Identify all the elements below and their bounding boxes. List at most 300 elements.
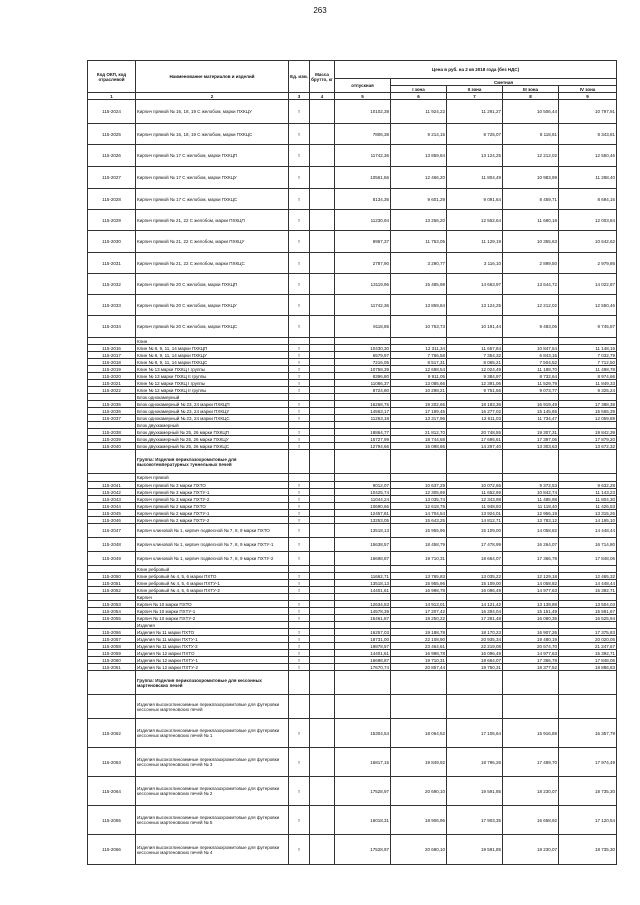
row-price-zone-2: 17 903,35: [447, 806, 503, 835]
row-name: Кирпич клиновой № 1, кирпич подвесной № 7, 8, 9 марки ПХТУ-1: [136, 538, 289, 552]
row-price-release: 9012,07: [335, 482, 391, 489]
row-price-zone-2: 17 696,61: [447, 436, 503, 443]
row-code: 115-2033: [88, 295, 136, 316]
row-mass: [310, 552, 335, 566]
row-code: 115-2065: [88, 806, 136, 835]
row-price-zone-2: 18 170,23: [447, 629, 503, 636]
header-name: Наименование материалов и изделий: [136, 61, 289, 93]
row-code: 115-2042: [88, 489, 136, 496]
row-mass: [310, 145, 335, 167]
row-code: [88, 338, 136, 345]
row-price-zone-4: 17 879,20: [559, 436, 617, 443]
table-row: [88, 608, 617, 615]
row-mass: [310, 429, 335, 436]
row-code: 115-2053: [88, 601, 136, 608]
row-price-zone-2: 12 391,06: [447, 380, 503, 387]
row-price-release: 8396,80: [335, 373, 391, 380]
row-mass: [310, 274, 335, 295]
row-unit: т: [289, 806, 310, 835]
row-price-release: 15461,87: [335, 615, 391, 622]
subgroup-title: Блок однокамерный: [136, 394, 289, 401]
table-row: [88, 359, 617, 366]
table-row: [88, 719, 617, 748]
row-price-zone-1: 15 643,25: [391, 517, 447, 524]
row-price-zone-1: 15 485,98: [391, 274, 447, 295]
row-price-zone-2: 18 664,07: [447, 552, 503, 566]
row-empty-cell: [559, 450, 617, 474]
row-price-zone-1: 23 464,61: [391, 643, 447, 650]
row-empty-cell: [335, 394, 391, 401]
col-index: 1: [88, 93, 136, 100]
row-price-release: 14401,61: [335, 650, 391, 657]
row-name: Кирпич прямой № 20 С желобом, марки ПХКЦП: [136, 274, 289, 295]
row-price-zone-4: 17 388,38: [559, 401, 617, 408]
row-price-zone-1: 17 207,42: [391, 608, 447, 615]
row-price-release: 19878,57: [335, 643, 391, 650]
row-mass: [310, 124, 335, 145]
row-code: 115-2050: [88, 573, 136, 580]
row-price-release: 13518,13: [335, 524, 391, 538]
row-mass: [310, 650, 335, 657]
row-price-zone-3: 13 644,72: [503, 274, 559, 295]
row-code: 115-2018: [88, 359, 136, 366]
row-unit: т: [289, 629, 310, 636]
row-price-release: 14401,61: [335, 587, 391, 594]
row-code: 115-2027: [88, 167, 136, 189]
row-empty-cell: [310, 622, 335, 629]
row-code: 115-2020: [88, 373, 136, 380]
subgroup-title: Клин ребровый: [136, 566, 289, 573]
row-price-release: 11086,37: [335, 380, 391, 387]
row-unit: т: [289, 482, 310, 489]
subgroup-row: [88, 422, 617, 429]
row-price-zone-4: 12 059,88: [559, 415, 617, 422]
table-row: [88, 373, 617, 380]
row-name: Блок двухкамерный № 25, 26 марки ПХКЦУ: [136, 436, 289, 443]
row-price-zone-1: 3 290,77: [391, 253, 447, 274]
row-price-release: 16268,75: [335, 401, 391, 408]
row-empty-cell: [559, 622, 617, 629]
row-code: 115-2055: [88, 615, 136, 622]
table-row: [88, 295, 617, 316]
page-number: 263: [313, 6, 327, 15]
row-name: Кирпич прямой № 20 С желобом, марки ПХКЦУ: [136, 295, 289, 316]
row-price-zone-2: 7 354,32: [447, 352, 503, 359]
row-unit: т: [289, 643, 310, 650]
row-price-zone-2: 11 652,69: [447, 489, 503, 496]
col-index: 2: [136, 93, 289, 100]
row-name: Кирпич прямой № 17 С желобом, марки ПХКЦП: [136, 145, 289, 167]
row-mass: [310, 496, 335, 503]
row-price-zone-2: 18 664,07: [447, 657, 503, 664]
row-name: Блок однокамерный № 23, 24 марки ПХКЦУ: [136, 408, 289, 415]
header-zone-3: III зона: [503, 86, 559, 93]
row-empty-cell: [335, 671, 391, 695]
row-unit: т: [289, 510, 310, 517]
row-empty-cell: [447, 394, 503, 401]
row-price-release: 13253,05: [335, 517, 391, 524]
row-price-zone-1: 15 098,86: [391, 443, 447, 450]
row-price-zone-1: 12 466,20: [391, 167, 447, 189]
row-code: 115-2064: [88, 777, 136, 806]
row-mass: [310, 489, 335, 496]
row-price-zone-4: 13 504,03: [559, 601, 617, 608]
table-row: [88, 253, 617, 274]
row-unit: т: [289, 489, 310, 496]
row-price-zone-4: 15 565,39: [559, 408, 617, 415]
price-table-container: [87, 60, 616, 865]
row-code: 115-2059: [88, 650, 136, 657]
row-price-zone-2: 16 277,02: [447, 408, 503, 415]
row-name: Клин № 8, 9, 11, 14 марки ПХКЦП: [136, 345, 289, 352]
row-code: 115-2063: [88, 748, 136, 777]
table-row: [88, 387, 617, 394]
group-row: [88, 671, 617, 695]
column-index-row: [88, 93, 617, 100]
row-code: 115-2034: [88, 316, 136, 338]
row-price-zone-4: 2 979,86: [559, 253, 617, 274]
row-price-zone-4: 9 632,28: [559, 482, 617, 489]
row-price-zone-1: 19 188,78: [391, 629, 447, 636]
row-unit: т: [289, 380, 310, 387]
subgroup-row: [88, 622, 617, 629]
row-price-release: 8134,36: [335, 189, 391, 210]
row-code: 115-2039: [88, 436, 136, 443]
row-price-zone-4: 9 325,24: [559, 387, 617, 394]
row-name: Кирпич прямой № 2 марки ПХТО: [136, 503, 289, 510]
row-unit: т: [289, 100, 310, 124]
row-price-zone-3: 9 372,53: [503, 482, 559, 489]
row-empty-cell: [391, 594, 447, 601]
table-row: [88, 664, 617, 671]
row-price-zone-3: 7 504,52: [503, 359, 559, 366]
row-price-zone-1: 16 998,78: [391, 587, 447, 594]
row-mass: [310, 401, 335, 408]
row-price-release: 7216,05: [335, 359, 391, 366]
row-name: Изделия высокоглиноземные периклазохромитовые для футеровки кессонных мартеновских печей № 3: [136, 748, 289, 777]
row-mass: [310, 231, 335, 253]
row-empty-cell: [559, 474, 617, 482]
subgroup-row: [88, 394, 617, 401]
col-index: 4: [310, 93, 335, 100]
row-unit: т: [289, 777, 310, 806]
row-price-zone-2: 10 191,44: [447, 316, 503, 338]
table-row: [88, 274, 617, 295]
row-code: [88, 450, 136, 474]
subgroup-title: Изделия: [136, 622, 289, 629]
row-price-release: 17528,97: [335, 777, 391, 806]
row-empty-cell: [310, 394, 335, 401]
table-row: [88, 587, 617, 594]
row-name: Изделия № 12 марки ПХТО: [136, 650, 289, 657]
row-price-zone-2: 14 297,40: [447, 443, 503, 450]
row-price-zone-3: 11 734,47: [503, 415, 559, 422]
row-price-zone-2: 11 657,84: [447, 345, 503, 352]
table-row: [88, 503, 617, 510]
row-name: Кирпич прямой № 3 марки ПХТУ-2: [136, 496, 289, 503]
row-mass: [310, 443, 335, 450]
row-empty-cell: [503, 594, 559, 601]
row-mass: [310, 573, 335, 580]
row-price-zone-1: 18 458,79: [391, 538, 447, 552]
row-price-release: 2787,90: [335, 253, 391, 274]
row-code: 115-2019: [88, 366, 136, 373]
row-price-release: 11742,36: [335, 145, 391, 167]
row-empty-cell: [391, 671, 447, 695]
header-zone-4: IV зона: [559, 86, 617, 93]
row-price-zone-3: 16 658,92: [503, 806, 559, 835]
row-unit: т: [289, 436, 310, 443]
table-row: [88, 352, 617, 359]
row-code: [88, 671, 136, 695]
row-unit: т: [289, 517, 310, 524]
row-price-zone-3: 12 129,18: [503, 573, 559, 580]
row-unit: т: [289, 295, 310, 316]
row-price-zone-1: 9 911,05: [391, 373, 447, 380]
row-mass: [310, 580, 335, 587]
row-price-zone-2: 14 121,42: [447, 601, 503, 608]
row-price-zone-3: 11 188,70: [503, 366, 559, 373]
row-code: 115-2048: [88, 538, 136, 552]
row-price-zone-4: 16 525,94: [559, 615, 617, 622]
row-empty-cell: [503, 394, 559, 401]
row-code: 115-2040: [88, 443, 136, 450]
row-price-zone-2: 9 384,97: [447, 373, 503, 380]
table-row: [88, 167, 617, 189]
row-empty-cell: [503, 422, 559, 429]
row-code: 115-2045: [88, 510, 136, 517]
row-empty-cell: [559, 671, 617, 695]
row-price-zone-3: 18 230,07: [503, 835, 559, 865]
row-unit: т: [289, 274, 310, 295]
row-unit: т: [289, 231, 310, 253]
row-price-zone-3: 16 919,49: [503, 401, 559, 408]
row-price-zone-1: 13 035,74: [391, 496, 447, 503]
row-price-zone-1: 20 857,44: [391, 664, 447, 671]
row-price-release: 7806,38: [335, 124, 391, 145]
row-code: 115-2057: [88, 636, 136, 643]
row-price-zone-3: 8 732,64: [503, 373, 559, 380]
table-row: [88, 401, 617, 408]
table-row: [88, 496, 617, 503]
row-price-zone-1: 13 859,84: [391, 145, 447, 167]
row-unit: т: [289, 352, 310, 359]
row-unit: т: [289, 573, 310, 580]
row-unit: т: [289, 587, 310, 594]
table-row: [88, 100, 617, 124]
row-code: 115-2049: [88, 552, 136, 566]
row-price-zone-1: 19 202,65: [391, 401, 447, 408]
row-unit: т: [289, 615, 310, 622]
row-price-zone-4: 14 448,44: [559, 580, 617, 587]
header-release: отпускная: [335, 79, 391, 93]
row-empty-cell: [391, 338, 447, 345]
group-title: Группа: Изделия периклазохромитовые для кессонных мартеновских печей: [136, 671, 289, 695]
row-name: Кирпич прямой № 21, 22 С желобом, марки ПХКЦП: [136, 210, 289, 231]
row-price-zone-4: 12 465,32: [559, 573, 617, 580]
row-empty-cell: [391, 695, 447, 719]
row-price-zone-1: 11 753,05: [391, 231, 447, 253]
row-empty-cell: [503, 695, 559, 719]
row-unit: т: [289, 401, 310, 408]
table-header: [88, 61, 617, 100]
row-price-zone-1: 18 250,22: [391, 615, 447, 622]
row-price-release: 17528,97: [335, 835, 391, 865]
table-row: [88, 580, 617, 587]
row-name: Изделия № 12 марки ПХТУ-1: [136, 657, 289, 664]
subgroup-row: [88, 338, 617, 345]
row-unit: т: [289, 636, 310, 643]
row-mass: [310, 615, 335, 622]
row-price-zone-2: 10 072,65: [447, 482, 503, 489]
row-unit: т: [289, 415, 310, 422]
row-price-zone-4: 11 148,16: [559, 345, 617, 352]
row-name: Кирпич клиновой № 1, кирпич подвесной № 7, 8, 9 марки ПХТУ-2: [136, 552, 289, 566]
row-price-zone-1: 20 690,10: [391, 835, 447, 865]
col-index: 6: [391, 93, 447, 100]
row-mass: [310, 100, 335, 124]
row-empty-cell: [289, 474, 310, 482]
row-price-zone-4: 10 642,62: [559, 231, 617, 253]
row-code: 115-2031: [88, 253, 136, 274]
table-row: [88, 510, 617, 517]
header-mass: Масса брутто, кг: [310, 61, 335, 93]
row-price-zone-4: 18 735,30: [559, 835, 617, 865]
row-price-zone-1: 17 189,45: [391, 408, 447, 415]
row-price-zone-2: 17 105,64: [447, 719, 503, 748]
table-row: [88, 643, 617, 650]
row-price-zone-1: 10 298,21: [391, 387, 447, 394]
row-price-zone-2: 18 183,36: [447, 401, 503, 408]
row-empty-cell: [310, 338, 335, 345]
row-mass: [310, 253, 335, 274]
table-row: [88, 408, 617, 415]
row-empty-cell: [289, 695, 310, 719]
row-price-zone-4: 14 022,87: [559, 274, 617, 295]
row-price-zone-4: 11 143,23: [559, 489, 617, 496]
table-row: [88, 657, 617, 664]
row-code: 115-2060: [88, 657, 136, 664]
row-code: 115-2061: [88, 664, 136, 671]
row-price-release: 13518,13: [335, 580, 391, 587]
row-price-zone-1: 9 601,29: [391, 189, 447, 210]
row-code: 115-2024: [88, 100, 136, 124]
row-empty-cell: [503, 450, 559, 474]
row-price-zone-2: 13 924,01: [447, 510, 503, 517]
row-price-zone-3: 16 264,07: [503, 538, 559, 552]
row-unit: т: [289, 503, 310, 510]
row-price-zone-1: 21 812,70: [391, 429, 447, 436]
row-mass: [310, 359, 335, 366]
row-unit: т: [289, 601, 310, 608]
row-empty-cell: [310, 474, 335, 482]
row-mass: [310, 380, 335, 387]
row-mass: [310, 636, 335, 643]
row-price-zone-1: 12 305,69: [391, 489, 447, 496]
row-name: Блок однокамерный № 23, 24 марки ПХКЦП: [136, 401, 289, 408]
row-price-zone-4: 19 842,39: [559, 429, 617, 436]
row-price-zone-2: 9 091,64: [447, 189, 503, 210]
row-price-zone-2: 12 611,03: [447, 415, 503, 422]
row-mass: [310, 777, 335, 806]
row-price-zone-3: 20 674,70: [503, 643, 559, 650]
row-name: Изделия № 11 марки ПХТУ-2: [136, 643, 289, 650]
row-unit: т: [289, 429, 310, 436]
row-empty-cell: [289, 566, 310, 573]
row-name: Кирпич прямой № 17 С желобом, марки ПХКЦУ: [136, 167, 289, 189]
row-unit: т: [289, 552, 310, 566]
row-price-release: 11263,18: [335, 415, 391, 422]
row-code: [88, 695, 136, 719]
row-name: Клин ребровый № 4, 5, 6 марки ПХТО: [136, 573, 289, 580]
row-price-zone-1: 14 704,54: [391, 510, 447, 517]
row-empty-cell: [391, 566, 447, 573]
row-name: Клин № 8, 9, 11, 14 марки ПХКЦС: [136, 359, 289, 366]
row-code: 115-2058: [88, 643, 136, 650]
row-price-zone-3: 15 916,88: [503, 719, 559, 748]
row-price-zone-2: 8 725,07: [447, 124, 503, 145]
row-name: Кирпич № 10 марки ПХТУ-2: [136, 615, 289, 622]
col-index: 9: [559, 93, 617, 100]
row-price-zone-1: 16 998,78: [391, 650, 447, 657]
row-empty-cell: [447, 695, 503, 719]
row-mass: [310, 373, 335, 380]
row-name: Кирпич № 10 марки ПХТО: [136, 601, 289, 608]
row-price-release: 10561,56: [335, 167, 391, 189]
row-price-zone-2: 15 109,00: [447, 524, 503, 538]
row-mass: [310, 629, 335, 636]
row-price-zone-2: 16 294,04: [447, 608, 503, 615]
row-name: Клин ребровый № 4, 5, 6 марки ПХТУ-2: [136, 587, 289, 594]
row-price-zone-4: 16 357,79: [559, 719, 617, 748]
row-unit: т: [289, 608, 310, 615]
row-unit: т: [289, 210, 310, 231]
row-price-zone-3: 10 506,44: [503, 100, 559, 124]
row-price-zone-4: 18 735,30: [559, 777, 617, 806]
row-price-zone-2: 13 035,22: [447, 573, 503, 580]
row-price-release: 9118,85: [335, 316, 391, 338]
row-price-zone-4: 21 247,67: [559, 643, 617, 650]
row-mass: [310, 835, 335, 865]
row-empty-cell: [289, 394, 310, 401]
row-unit: т: [289, 748, 310, 777]
row-price-zone-3: 17 366,78: [503, 552, 559, 566]
row-price-zone-3: 15 145,65: [503, 408, 559, 415]
col-index: 5: [335, 93, 391, 100]
row-price-zone-3: 13 139,88: [503, 601, 559, 608]
row-code: 115-2056: [88, 629, 136, 636]
row-mass: [310, 538, 335, 552]
row-unit: т: [289, 719, 310, 748]
row-name: Клин № 12 марки ПХКЦ II группы: [136, 387, 289, 394]
row-name: Кирпич клиновой № 1, кирпич подвесной № 7, 8, 9 марки ПХТО: [136, 524, 289, 538]
row-code: 115-2047: [88, 524, 136, 538]
row-price-zone-2: 11 804,49: [447, 167, 503, 189]
row-price-zone-4: 13 672,32: [559, 443, 617, 450]
row-mass: [310, 517, 335, 524]
row-unit: т: [289, 145, 310, 167]
row-empty-cell: [559, 566, 617, 573]
row-price-zone-3: 8 118,61: [503, 124, 559, 145]
row-name: Клин № 12 марки ПХКЦ I группы: [136, 380, 289, 387]
row-unit: т: [289, 366, 310, 373]
row-name: Блок однокамерный № 23, 24 марки ПХКЦС: [136, 415, 289, 422]
row-code: 115-2030: [88, 231, 136, 253]
row-price-zone-2: 15 109,00: [447, 580, 503, 587]
row-code: 115-2052: [88, 587, 136, 594]
row-code: [88, 622, 136, 629]
row-price-release: 16018,31: [335, 806, 391, 835]
